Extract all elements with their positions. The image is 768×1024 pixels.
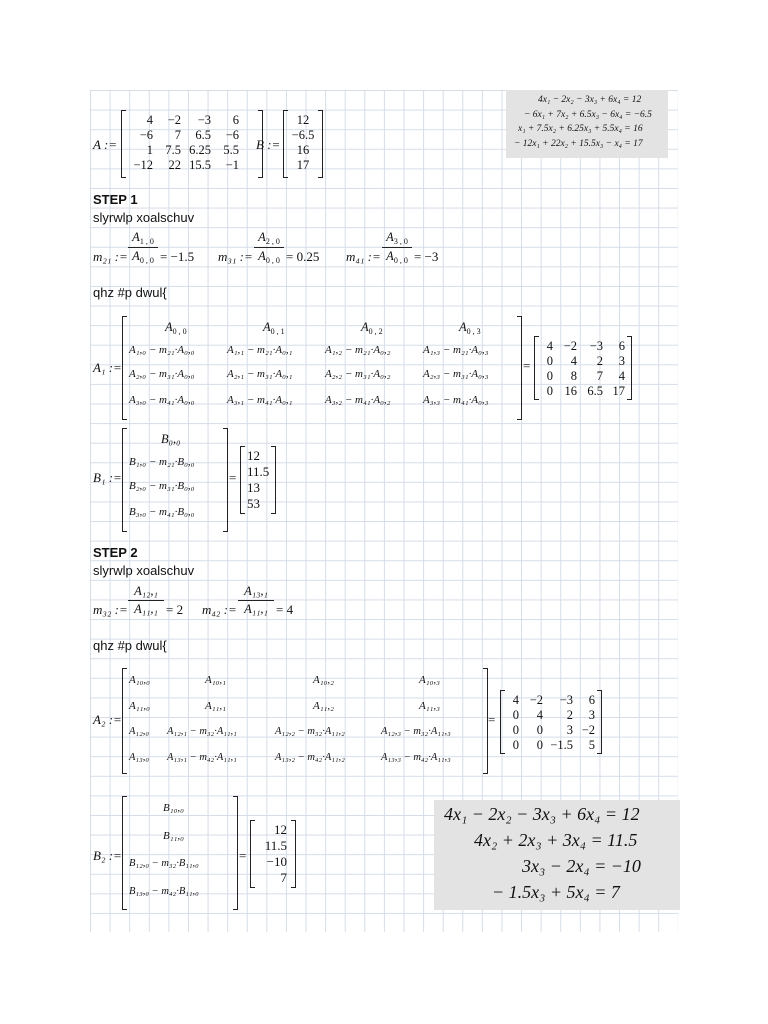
matrix-entry: A₁₃,₁ − m₄₂·A₁₁,₁: [167, 752, 237, 763]
matrix-cell: −3: [197, 113, 211, 127]
matrix-entry: A₁₁,₁: [205, 700, 226, 712]
matrix-A2-result: [500, 690, 602, 754]
vector-cell: 12: [274, 822, 287, 837]
multiplier-m31-result: = 0.25: [286, 249, 320, 264]
subscript: 0 , 0: [265, 256, 280, 265]
matrix-cell: −1: [225, 158, 239, 172]
matrix-cell: 0: [512, 708, 519, 722]
numerator: A₁₃,₁: [244, 584, 268, 598]
matrix-A: [121, 110, 263, 178]
matrix-entry: A₃,₃ − m₄₁·A₀,₃: [423, 394, 489, 406]
matrix-entry: A₁₂,₀: [129, 726, 149, 737]
subscript: 0 , 2: [368, 327, 383, 336]
matrix-A1-label: A₁ :=: [93, 360, 122, 375]
equals-sign: =: [239, 848, 247, 863]
multiplier-m31-label: m₃₁ :=: [218, 249, 253, 264]
equals-sign: =: [229, 470, 237, 485]
matrix-entry: A₁₂,₃ − m₃₂·A₁₁,₃: [381, 726, 451, 737]
matrix-cell: 0: [546, 354, 553, 368]
matrix-A2-definition: [122, 668, 488, 774]
matrix-cell: −2: [167, 113, 181, 127]
matrix-entry: A₁₁,₃: [419, 700, 440, 712]
matrix-A1-result: [534, 336, 632, 400]
vector-B1-result: [240, 446, 276, 514]
equals-sign: =: [488, 712, 496, 727]
matrix-A2-label: A₂ :=: [93, 712, 122, 727]
reduced-system-box: [434, 800, 680, 910]
vector-cell: −6.5: [291, 128, 315, 142]
equation-line: x₁ + 7.5x₂ + 6.25x₃ + 5.5x₄ = 16: [518, 124, 643, 134]
matrix-cell: −3: [589, 339, 603, 353]
new-matrix-comment: qhz #p dwul{: [93, 285, 167, 300]
matrix-A-label: A :=: [93, 137, 118, 152]
matrix-cell: 5.5: [223, 143, 239, 157]
vector-B2-definition: [122, 796, 238, 910]
matrix-entry: A₂,₀ − m₃₁·A₀,₀: [129, 368, 195, 380]
vector-cell: 12: [247, 448, 260, 463]
worksheet: [90, 90, 678, 932]
matrix-entry: A₃,₀ − m₄₁·A₀,₀: [129, 394, 195, 406]
matrix-cell: −6: [139, 128, 153, 142]
matrix-entry: A: [361, 320, 369, 334]
matrix-cell: 7: [596, 369, 603, 383]
matrix-cell: 6.25: [189, 143, 211, 157]
numerator: A: [258, 230, 266, 244]
equation-line: 3x₃ − 2x₄ = −10: [522, 856, 641, 876]
denominator: A: [258, 249, 266, 263]
matrix-cell: 0: [512, 738, 519, 752]
matrix-entry: A₁₃,₃ − m₄₂·A₁₁,₃: [381, 752, 451, 763]
new-matrix-comment: qhz #p dwul{: [93, 638, 167, 653]
matrix-entry: A₁₂,₁ − m₃₂·A₁₁,₁: [167, 726, 237, 737]
denominator: A: [386, 249, 394, 263]
multiplier-m41-fraction: [382, 230, 412, 265]
matrix-cell: 4: [536, 708, 543, 722]
vector-B2-result: [250, 820, 296, 888]
multiplier-m21-fraction: [128, 230, 158, 265]
vector-entry: B₁₂,₀ − m₃₂·B₁₁,₀: [129, 858, 199, 869]
matrix-cell: 17: [612, 384, 625, 398]
denominator: A₁₁,₁: [134, 602, 158, 616]
equation-line: − 12x₁ + 22x₂ + 15.5x₃ − x₄ = 17: [514, 139, 643, 149]
matrix-entry: A₁₁,₂: [313, 700, 334, 712]
vector-cell: 11.5: [264, 838, 287, 853]
matrix-cell: 0: [546, 369, 553, 383]
denominator: A₁₁,₁: [244, 602, 268, 616]
vector-cell: 12: [296, 113, 310, 127]
matrix-cell: 0: [536, 723, 543, 737]
subscript: 3 , 0: [393, 237, 408, 246]
vector-cell: 53: [247, 496, 260, 511]
multiplier-m32-result: = 2: [166, 602, 184, 617]
vector-B1-label: B₁ :=: [93, 470, 122, 485]
equation-line: 4x₁ − 2x₂ − 3x₃ + 6x₄ = 12: [444, 804, 640, 824]
subscript: 0 , 0: [172, 327, 187, 336]
matrix-entry: A₁,₃ − m₂₁·A₀,₃: [423, 344, 489, 356]
matrix-cell: 0: [546, 384, 553, 398]
matrix-cell: 5: [588, 738, 595, 752]
subscript: 2 , 0: [265, 237, 280, 246]
vector-B1-definition: [122, 428, 228, 532]
matrix-cell: 6: [588, 693, 595, 707]
matrix-cell: 2: [596, 354, 603, 368]
matrix-cell: 6: [618, 339, 625, 353]
subscript: 0 , 0: [393, 256, 408, 265]
matrix-cell: −2: [529, 693, 543, 707]
numerator: A₁₂,₁: [134, 584, 158, 598]
subscript: 0 , 3: [466, 327, 481, 336]
matrix-cell: 4: [546, 339, 553, 353]
matrix-cell: 4: [618, 369, 625, 383]
matrix-entry: A₂,₃ − m₃₁·A₀,₃: [423, 368, 489, 380]
matrix-cell: 7: [174, 128, 181, 142]
matrix-entry: A₁,₂ − m₂₁·A₀,₂: [325, 344, 391, 356]
system-of-equations-box: [506, 90, 668, 158]
vector-entry: B₀,₀: [161, 432, 181, 446]
vector-cell: 13: [247, 480, 260, 495]
vector-entry: B₃,₀ − m₄₁·B₀,₀: [129, 506, 195, 518]
step-1-heading: STEP 1: [93, 192, 138, 207]
matrix-cell: 22: [168, 158, 181, 172]
equation-line: 4x₁ − 2x₂ − 3x₃ + 6x₄ = 12: [538, 95, 642, 105]
matrix-entry: A₁₀,₂: [313, 674, 334, 686]
matrix-cell: 4: [512, 693, 519, 707]
vector-cell: 16: [296, 143, 310, 157]
matrix-entry: A₁₁,₀: [129, 700, 150, 712]
numerator: A: [132, 230, 140, 244]
denominator: A: [132, 249, 140, 263]
matrix-entry: A: [459, 320, 467, 334]
matrix-cell: 4: [570, 354, 577, 368]
matrix-cell: 6.5: [587, 384, 603, 398]
matrix-cell: 15.5: [189, 158, 211, 172]
multiplier-m31-fraction: [254, 230, 284, 265]
step-1-comment: slyrwlp xoalschuv: [93, 210, 195, 225]
vector-cell: 17: [296, 158, 310, 172]
matrix-entry: A₁₀,₀: [129, 674, 150, 686]
matrix-entry: A₃,₁ − m₄₁·A₀,₁: [227, 394, 293, 406]
multiplier-m42-fraction: [238, 584, 274, 617]
subscript: 1 , 0: [139, 237, 154, 246]
matrix-cell: −2: [563, 339, 577, 353]
matrix-cell: −12: [133, 158, 153, 172]
subscript: 0 , 1: [270, 327, 285, 336]
matrix-entry: A₁₂,₂ − m₃₂·A₁₁,₂: [275, 726, 345, 737]
equation-line: − 1.5x₃ + 5x₄ = 7: [492, 882, 620, 902]
matrix-cell: 0: [536, 738, 543, 752]
multiplier-m21-label: m₂₁ :=: [93, 249, 128, 264]
step-2-comment: slyrwlp xoalschuv: [93, 563, 195, 578]
vector-B: [283, 110, 323, 178]
matrix-cell: 16: [564, 384, 577, 398]
matrix-cell: −1.5: [550, 738, 573, 752]
matrix-entry: A₁₃,₂ − m₄₂·A₁₁,₂: [275, 752, 345, 763]
matrix-entry: A₁₀,₃: [419, 674, 440, 686]
step-2-heading: STEP 2: [93, 545, 138, 560]
matrix-cell: −2: [581, 723, 595, 737]
matrix-entry: A₁₀,₁: [205, 674, 226, 686]
matrix-cell: 3: [618, 354, 625, 368]
subscript: 0 , 0: [139, 256, 154, 265]
matrix-cell: 3: [566, 723, 573, 737]
matrix-entry: A: [263, 320, 271, 334]
matrix-cell: 8: [570, 369, 577, 383]
matrix-cell: 4: [146, 113, 153, 127]
multiplier-m41-result: = −3: [414, 249, 439, 264]
matrix-entry: A₃,₂ − m₄₁·A₀,₂: [325, 394, 391, 406]
multiplier-m32-label: m₃₂ :=: [93, 602, 128, 617]
vector-entry: B₂,₀ − m₃₁·B₀,₀: [129, 480, 195, 492]
matrix-cell: 6: [232, 113, 239, 127]
matrix-cell: 1: [146, 143, 153, 157]
multiplier-m21-result: = −1.5: [160, 249, 195, 264]
matrix-entry: A₂,₂ − m₃₁·A₀,₂: [325, 368, 391, 380]
vector-entry: B₁,₀ − m₂₁·B₀,₀: [129, 456, 195, 468]
numerator: A: [386, 230, 394, 244]
matrix-cell: 3: [588, 708, 595, 722]
vector-cell: 7: [280, 870, 287, 885]
matrix-entry: A₂,₁ − m₃₁·A₀,₁: [227, 368, 293, 380]
multiplier-m41-label: m₄₁ :=: [346, 249, 381, 264]
equation-line: 4x₂ + 2x₃ + 3x₄ = 11.5: [474, 830, 638, 850]
matrix-entry: A₁,₀ − m₂₁·A₀,₀: [129, 344, 195, 356]
vector-entry: B₁₃,₀ − m₄₂·B₁₁,₀: [129, 886, 199, 897]
matrix-cell: 6.5: [195, 128, 211, 142]
multiplier-m42-label: m₄₂ :=: [202, 602, 237, 617]
vector-B-label: B :=: [256, 137, 281, 152]
vector-B2-label: B₂ :=: [93, 848, 122, 863]
matrix-entry: A: [165, 320, 173, 334]
matrix-entry: A₁,₁ − m₂₁·A₀,₁: [227, 344, 293, 356]
matrix-entry: A₁₃,₀: [129, 752, 149, 763]
multiplier-m42-result: = 4: [276, 602, 294, 617]
matrix-cell: −6: [225, 128, 239, 142]
vector-cell: 11.5: [247, 464, 270, 479]
matrix-A1-definition: [122, 316, 522, 420]
vector-entry: B₁₀,₀: [163, 802, 184, 814]
vector-cell: −10: [266, 854, 287, 869]
vector-entry: B₁₁,₀: [163, 830, 184, 842]
equals-sign: =: [523, 358, 531, 373]
equation-line: − 6x₁ + 7x₂ + 6.5x₃ − 6x₄ = −6.5: [524, 110, 652, 120]
matrix-cell: 2: [566, 708, 573, 722]
matrix-cell: 0: [512, 723, 519, 737]
multiplier-m32-fraction: [128, 584, 164, 617]
matrix-cell: 7.5: [165, 143, 181, 157]
matrix-cell: −3: [559, 693, 573, 707]
